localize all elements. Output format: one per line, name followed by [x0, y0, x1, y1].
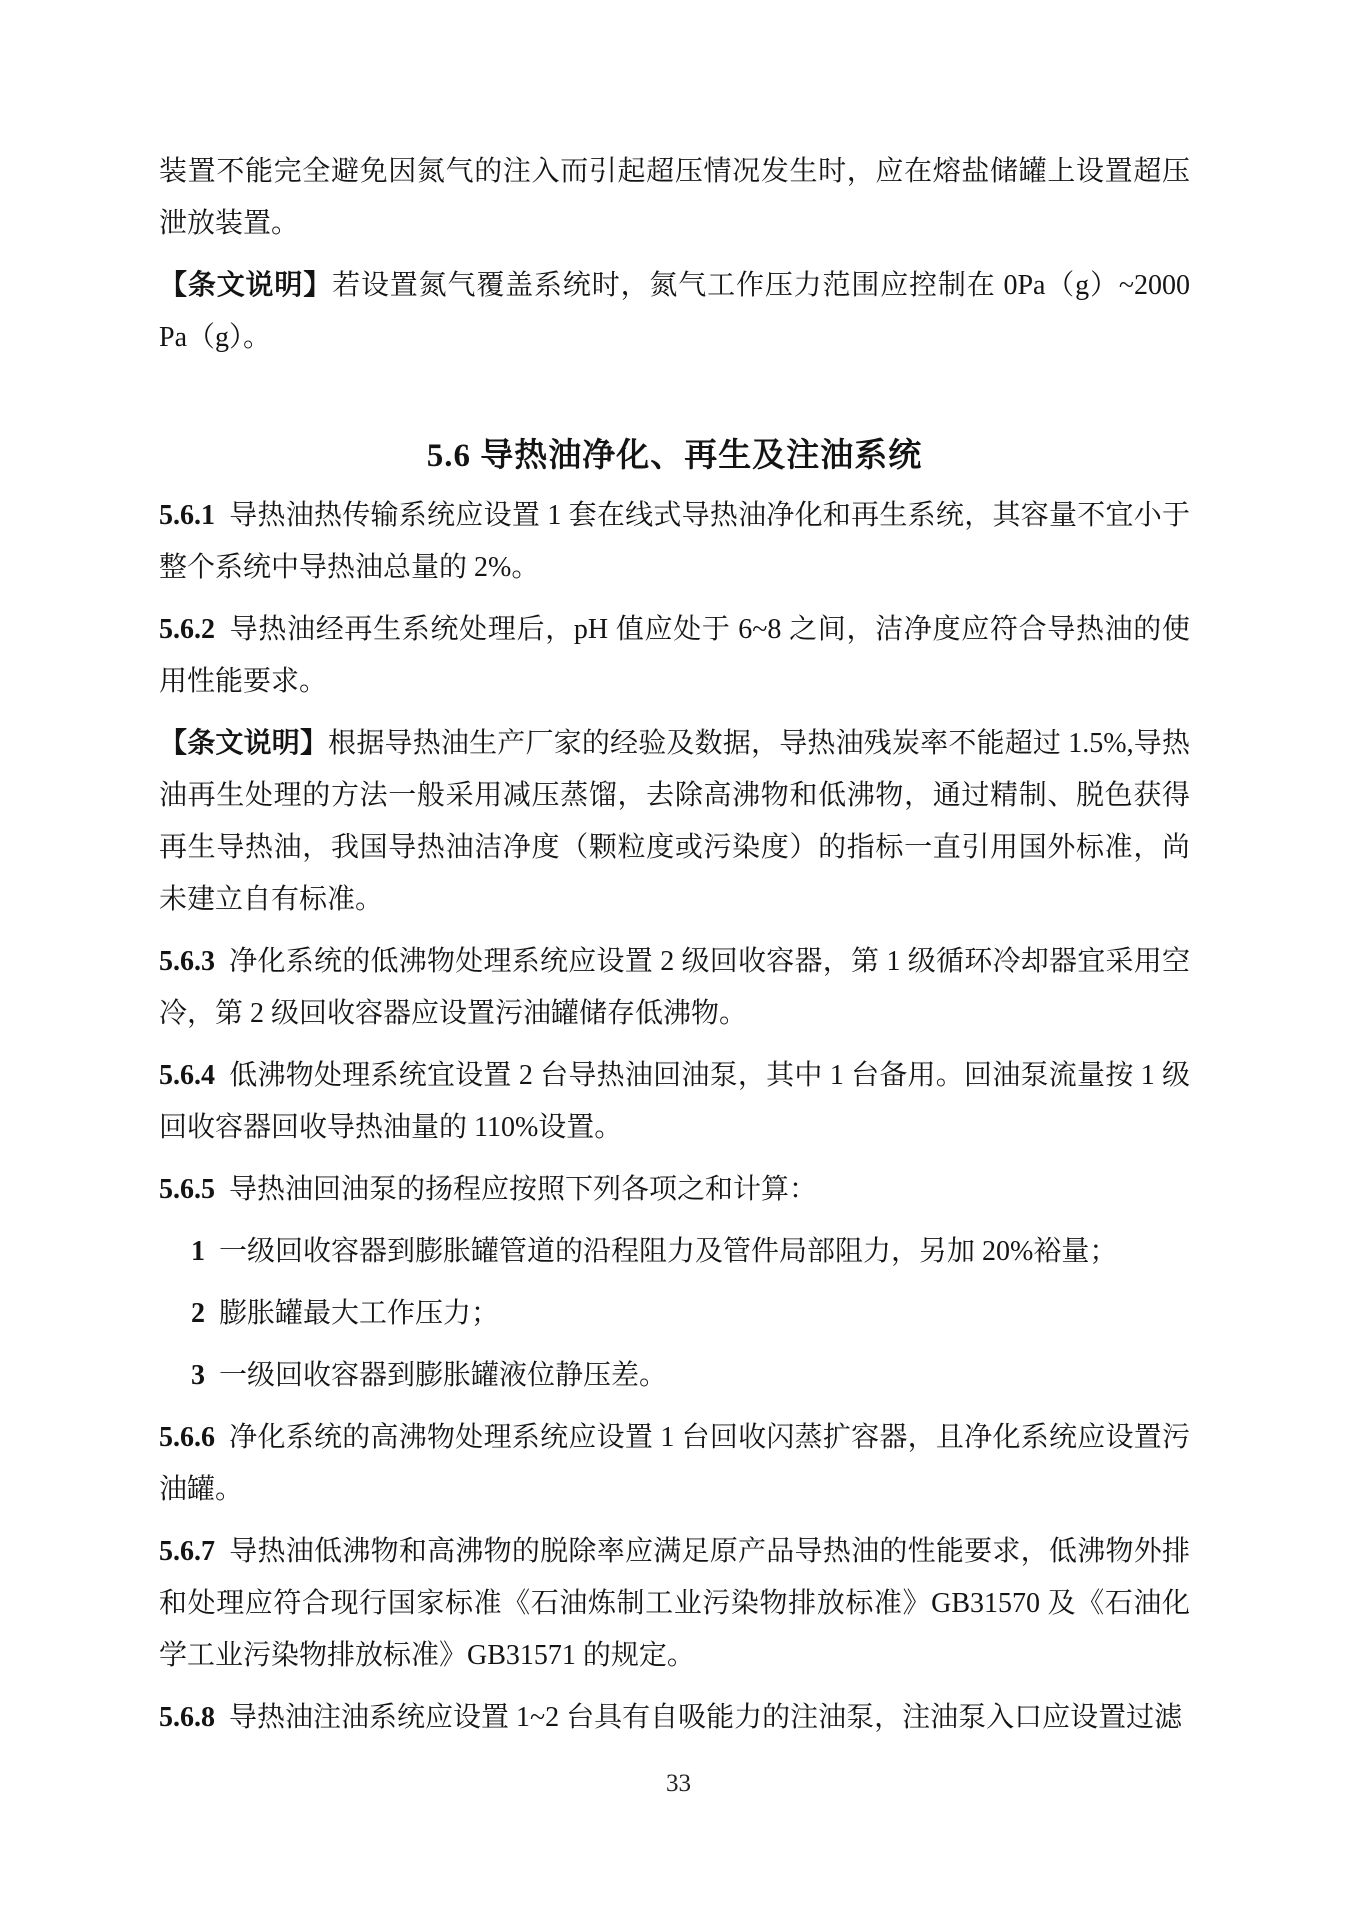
commentary-note-2 [159, 718, 1190, 926]
clause-text: 导热油回油泵的扬程应按照下列各项之和计算： [229, 1174, 818, 1205]
note-text: 若设置氮气覆盖系统时，氮气工作压力范围应控制在 0Pa（g）~2000 Pa（g）。 [159, 270, 1190, 353]
clause-text: 导热油低沸物和高沸物的脱除率应满足原产品导热油的性能要求，低沸物外排和处理应符合现行国家标准《石油炼制工业污染物排放标准》GB31570 及《石油化学工业污染物排放标准》GB31571 的规定。 [159, 1536, 1190, 1671]
clause-text: 低沸物处理系统宜设置 2 台导热油回油泵，其中 1 台备用。回油泵流量按 1 级回收容器回收导热油量的 110%设置。 [159, 1060, 1190, 1143]
clause-text: 导热油注油系统应设置 1~2 台具有自吸能力的注油泵，注油泵入口应设置过滤 [229, 1702, 1183, 1733]
clause-5-6-5 [159, 1164, 1190, 1216]
clause-number: 5.6.3 [159, 946, 215, 977]
clause-5-6-1 [159, 490, 1190, 594]
list-item-number: 2 [191, 1298, 205, 1329]
list-item-number: 3 [191, 1360, 205, 1391]
paragraph-text: 装置不能完全避免因氮气的注入而引起超压情况发生时，应在熔盐储罐上设置超压泄放装置。 [159, 156, 1190, 239]
clause-text: 导热油经再生系统处理后，pH 值应处于 6~8 之间，洁净度应符合导热油的使用性能要求。 [159, 614, 1190, 697]
list-item-3 [159, 1350, 1190, 1402]
clause-text: 净化系统的低沸物处理系统应设置 2 级回收容器，第 1 级循环冷却器宜采用空冷，第 2 级回收容器应设置污油罐储存低沸物。 [159, 946, 1190, 1029]
list-item-1 [159, 1226, 1190, 1278]
list-item-text: 一级回收容器到膨胀罐液位静压差。 [219, 1360, 668, 1391]
note-prefix: 【条文说明】 [159, 728, 329, 759]
list-item-text: 一级回收容器到膨胀罐管道的沿程阻力及管件局部阻力，另加 20%裕量； [219, 1236, 1118, 1267]
clause-5-6-6 [159, 1412, 1190, 1516]
clause-number: 5.6.7 [159, 1536, 215, 1567]
commentary-note-1 [159, 260, 1190, 364]
clause-5-6-7 [159, 1526, 1190, 1682]
clause-number: 5.6.1 [159, 500, 215, 531]
note-prefix: 【条文说明】 [159, 270, 333, 301]
list-item-number: 1 [191, 1236, 205, 1267]
clause-5-6-2 [159, 604, 1190, 708]
clause-number: 5.6.5 [159, 1174, 215, 1205]
clause-5-6-4 [159, 1050, 1190, 1154]
list-item-text: 膨胀罐最大工作压力； [219, 1298, 500, 1329]
clause-number: 5.6.4 [159, 1060, 215, 1091]
clause-text: 导热油热传输系统应设置 1 套在线式导热油净化和再生系统，其容量不宜小于整个系统中导热油总量的 2%。 [159, 500, 1190, 583]
overflow-paragraph [159, 146, 1190, 250]
clause-number: 5.6.6 [159, 1422, 215, 1453]
list-item-2 [159, 1288, 1190, 1340]
note-text: 根据导热油生产厂家的经验及数据，导热油残炭率不能超过 1.5%,导热油再生处理的方法一般采用减压蒸馏，去除高沸物和低沸物，通过精制、脱色获得再生导热油，我国导热油洁净度（颗粒度或污染度）的指标一直引用国外标准，尚未建立自有标准。 [159, 728, 1190, 915]
clause-5-6-8 [159, 1692, 1190, 1744]
clause-text: 净化系统的高沸物处理系统应设置 1 台回收闪蒸扩容器，且净化系统应设置污油罐。 [159, 1422, 1190, 1505]
clause-number: 5.6.8 [159, 1702, 215, 1733]
clause-number: 5.6.2 [159, 614, 215, 645]
clause-5-6-3 [159, 936, 1190, 1040]
page-number: 33 [666, 1770, 691, 1797]
section-heading: 5.6 导热油净化、再生及注油系统 [426, 438, 923, 474]
